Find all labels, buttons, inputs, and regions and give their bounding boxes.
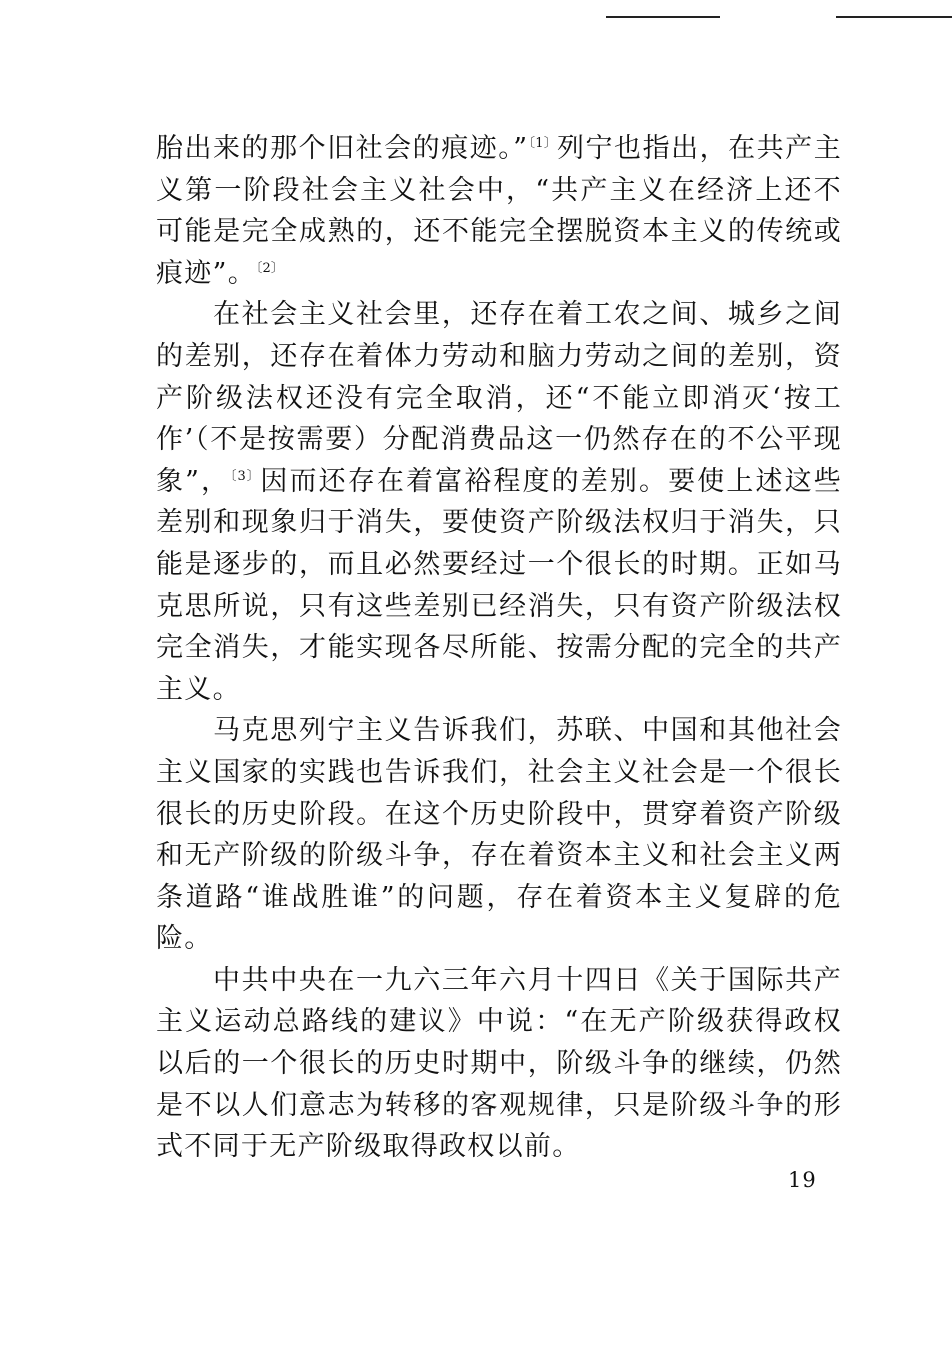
footnote-ref-2: 〔2〕: [256, 260, 284, 276]
paragraph-1-text-b: 列宁也指出，在共产主义第一阶段社会主义社会中，“共产主义在经济上还不可能是完全成熟的，还不能完全摆脱资本主义的传统或痕迹”。: [156, 133, 842, 289]
paragraph-2-text-b: 因而还存在着富裕程度的差别。要使上述这些差别和现象归于消失，要使资产阶级法权归于消失，只能是逐步的，而且必然要经过一个很长的时期。正如马克思所说，只有这些差别已经消失，只有资产阶级法权完全消失，才能实现各尽所能、按需分配的完全的共产主义。: [156, 465, 842, 705]
paragraph-2: [156, 294, 842, 710]
header-rule-left: [606, 16, 720, 18]
paragraph-1: [156, 128, 842, 294]
body-text: [156, 128, 842, 1168]
paragraph-4: 中共中央在一九六三年六月十四日《关于国际共产主义运动总路线的建议》中说：“在无产阶级获得政权以后的一个很长的历史时期中，阶级斗争的继续，仍然是不以人们意志为转移的客观规律，只是阶级斗争的形式不同于无产阶级取得政权以前。: [156, 964, 842, 1163]
paragraph-3: 马克思列宁主义告诉我们，苏联、中国和其他社会主义国家的实践也告诉我们，社会主义社会是一个很长很长的历史阶段。在这个历史阶段中，贯穿着资产阶级和无产阶级的阶级斗争，存在着资本主义和社会主义两条道路“谁战胜谁”的问题，存在着资本主义复辟的危险。: [156, 715, 842, 955]
paragraph-1-text-a: 胎出来的那个旧社会的痕迹。”: [156, 133, 529, 164]
footnote-ref-1: 〔1〕: [528, 136, 558, 151]
header-rule-right: [836, 16, 952, 18]
paragraph-2-text-a: 在社会主义社会里，还存在着工农之间、城乡之间的差别，还存在着体力劳动和脑力劳动之间的差别，资产阶级法权还没有完全取消，还“不能立即消灭‘按工作’（不是按需要）分配消费品这一仍然存在的不公平现象”，: [156, 299, 842, 497]
page-number: 19: [788, 1168, 817, 1192]
footnote-ref-3: 〔3〕: [230, 468, 261, 484]
